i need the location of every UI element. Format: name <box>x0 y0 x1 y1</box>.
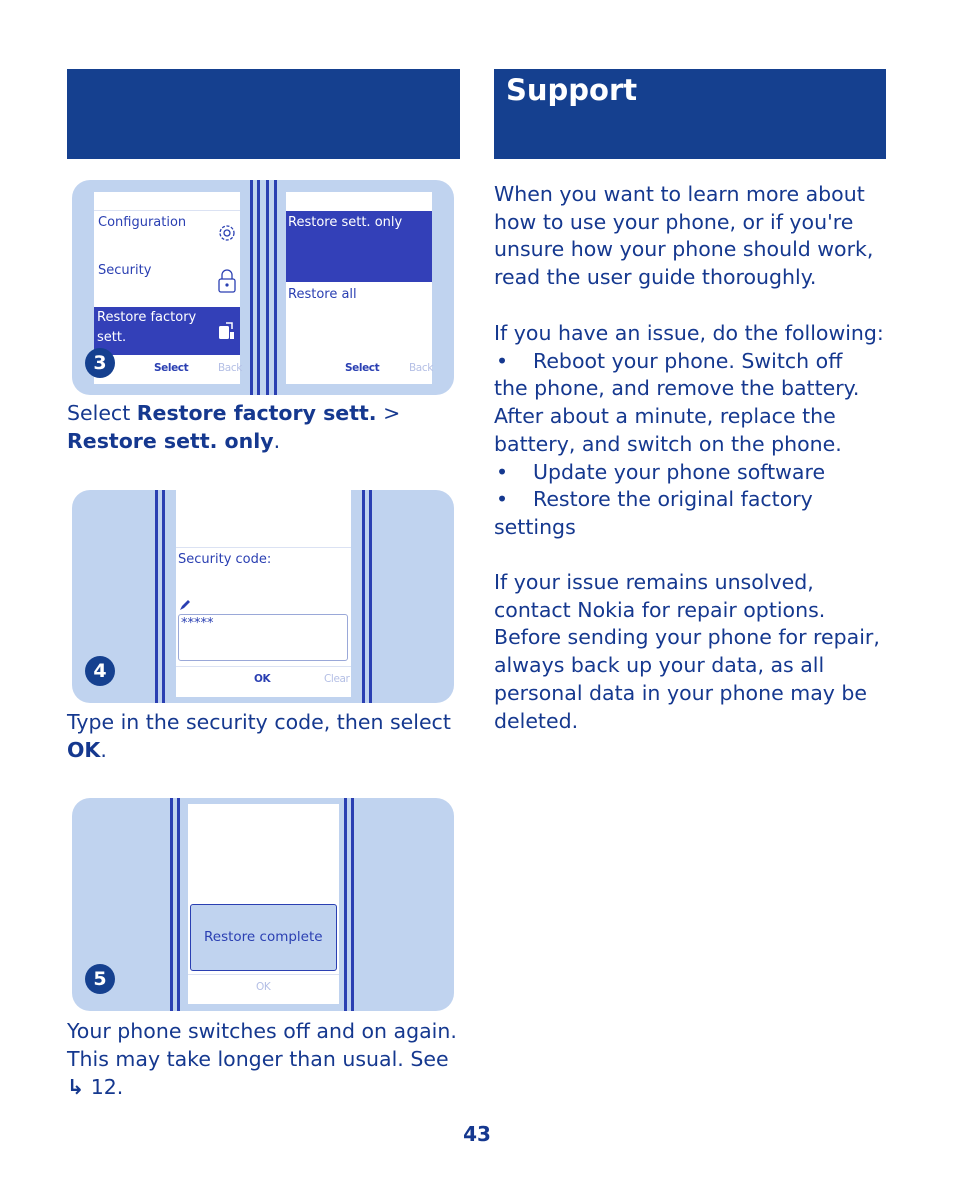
phone-frame-line <box>155 490 158 703</box>
select-softkey[interactable]: Select <box>345 362 380 374</box>
bullet-update-software: • Update your phone software <box>494 459 894 487</box>
step4-illustration <box>72 490 454 703</box>
menu-item-restore-sett-only[interactable]: Restore sett. only <box>286 211 432 282</box>
phone-frame-line <box>274 180 277 395</box>
bullet-icon: • <box>496 487 509 512</box>
support-steps: If you have an issue, do the following: • Reboot your phone. Switch off the phone, and remove the battery. After about a minute, replace the battery, and switch on the phone. • Update your phone software • Restore the original factory settings <box>494 320 894 542</box>
page-title: Support <box>506 73 638 107</box>
support-closing: If your issue remains unsolved, contact Nokia for repair options. Before sending your phone for repair, always back up your data, as all personal data in your phone may be deleted. <box>494 570 880 733</box>
step4-caption: Type in the security code, then select OK. <box>67 710 451 762</box>
ok-softkey[interactable]: OK <box>256 981 271 993</box>
gear-icon <box>216 222 238 244</box>
phone-frame-line <box>250 180 253 395</box>
step-number-badge: 3 <box>85 348 115 378</box>
phone-frame-line <box>369 490 372 703</box>
lock-icon <box>217 268 237 294</box>
phone-screen-security-code <box>176 490 351 697</box>
phone-frame-line <box>344 798 347 1011</box>
phone-frame-line <box>257 180 260 395</box>
select-softkey[interactable]: Select <box>154 362 189 374</box>
step-number-badge: 5 <box>85 964 115 994</box>
step3-illustration <box>72 180 454 395</box>
header-band-left <box>67 69 460 159</box>
phone-frame-line <box>170 798 173 1011</box>
restore-phone-icon <box>216 321 236 341</box>
phone-frame-line <box>362 490 365 703</box>
phone-screen-restore-complete <box>188 804 339 1004</box>
step5-caption: Your phone switches off and on again. This may take longer than usual. See ↳ 12. <box>67 1019 457 1099</box>
phone-screen-settings <box>94 192 240 384</box>
back-softkey[interactable]: Back <box>409 362 433 374</box>
phone-frame-line <box>177 798 180 1011</box>
phone-screen-restore <box>286 192 432 384</box>
clear-softkey[interactable]: Clear <box>324 673 350 685</box>
menu-item-restore-all[interactable]: Restore all <box>288 287 357 302</box>
step5-illustration <box>72 798 454 1011</box>
step3-caption: Select Restore factory sett. > Restore sett. only. <box>67 401 401 453</box>
back-softkey[interactable]: Back <box>218 362 242 374</box>
support-intro: When you want to learn more about how to use your phone, or if you're unsure how your phone should work, read the user guide thoroughly. <box>494 182 874 290</box>
page-number: 43 <box>463 1122 491 1146</box>
security-code-label: Security code: <box>178 552 272 567</box>
bullet-restore-factory: • Restore the original factory <box>494 486 894 514</box>
bullet-icon: • <box>496 348 509 373</box>
menu-item-security[interactable]: Security <box>98 263 152 278</box>
cross-reference-link[interactable]: 12. <box>90 1075 124 1099</box>
header-band <box>494 69 886 159</box>
phone-frame-line <box>162 490 165 703</box>
menu-item-configuration[interactable]: Configuration <box>98 215 187 230</box>
step-number-badge: 4 <box>85 656 115 686</box>
phone-frame-line <box>266 180 269 395</box>
pencil-icon <box>179 599 191 611</box>
bullet-reboot: • Reboot your phone. Switch off <box>494 348 894 376</box>
restore-complete-dialog: Restore complete <box>190 904 337 971</box>
phone-frame-line <box>351 798 354 1011</box>
security-code-input[interactable]: ***** <box>178 614 348 661</box>
bullet-icon: • <box>496 459 509 484</box>
cross-reference-arrow-icon: ↳ <box>67 1075 85 1099</box>
ok-softkey[interactable]: OK <box>254 673 271 685</box>
menu-item-restore-factory[interactable]: Restore factory sett. <box>94 307 240 355</box>
